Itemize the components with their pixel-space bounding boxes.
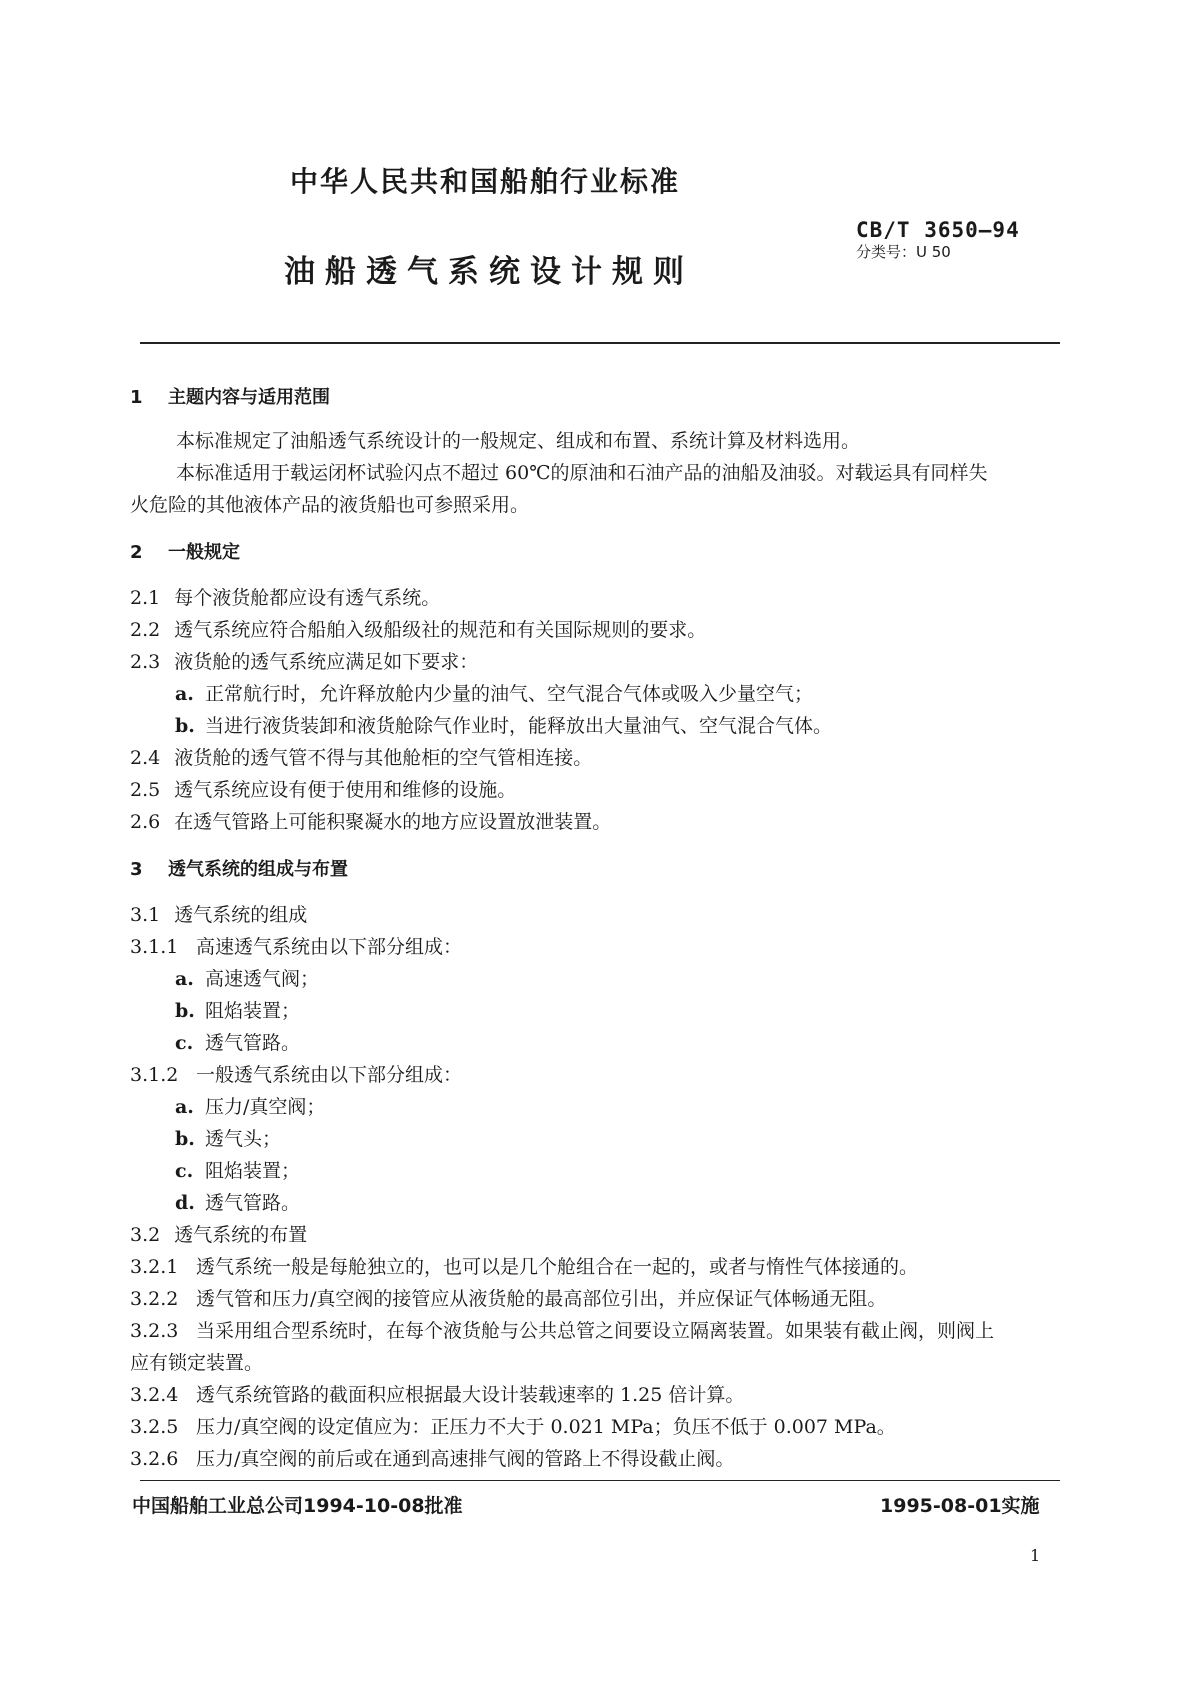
clause-2-3-b [175, 713, 1115, 739]
clause-text: 高速透气系统由以下部分组成： [196, 936, 463, 958]
clause-3-2-3 [130, 1318, 1070, 1344]
effective-date: 1995-08-01实施 [880, 1495, 1040, 1517]
clause-3-2-1 [130, 1254, 1070, 1280]
item-letter: b. [175, 715, 195, 737]
clause-number: 2.6 [130, 811, 161, 833]
document-title: 油船透气系统设计规则 [284, 254, 694, 290]
item-text: 正常航行时，允许释放舱内少量的油气、空气混合气体或吸入少量空气； [205, 683, 814, 705]
clause-3-2-5 [130, 1414, 1070, 1440]
clause-number: 2.5 [130, 779, 161, 801]
clause-text: 透气管和压力/真空阀的接管应从液货舱的最高部位引出，并应保证气体畅通无阻。 [196, 1288, 887, 1310]
section-title: 主题内容与适用范围 [168, 387, 330, 408]
item-letter: d. [175, 1192, 195, 1214]
clause-number: 3.2 [130, 1224, 161, 1246]
clause-3-2-2 [130, 1286, 1070, 1312]
item-letter: a. [175, 1096, 194, 1118]
clause-text: 压力/真空阀的设定值应为：正压力不大于 0.021 MPa；负压不低于 0.007 MPa。 [196, 1416, 896, 1438]
clause-number: 2.3 [130, 651, 161, 673]
section-title: 透气系统的组成与布置 [168, 859, 348, 880]
section-number: 3 [130, 859, 143, 880]
clause-3-1-2-a [175, 1094, 1115, 1120]
section-2-heading [130, 540, 1070, 566]
item-text: 阻焰装置； [205, 1000, 301, 1022]
clause-3-1-2-c [175, 1158, 1115, 1184]
section-number: 1 [130, 387, 143, 408]
clause-3-2-3-continuation: 应有锁定装置。 [130, 1352, 264, 1374]
item-letter: a. [175, 968, 194, 990]
item-letter: b. [175, 1128, 195, 1150]
approval-statement: 中国船舶工业总公司1994-10-08批准 [132, 1495, 463, 1517]
clause-3-1-1-b [175, 998, 1115, 1024]
item-text: 透气管路。 [205, 1032, 301, 1054]
item-text: 高速透气阀； [205, 968, 320, 990]
clause-3-1-1-c [175, 1030, 1115, 1056]
clause-3-1-2-d [175, 1190, 1115, 1216]
clause-text: 透气系统应符合船舶入级船级社的规范和有关国际规则的要求。 [174, 619, 707, 641]
item-text: 透气头； [205, 1128, 282, 1150]
item-letter: a. [175, 683, 194, 705]
clause-number: 3.1 [130, 904, 161, 926]
clause-3-2 [130, 1222, 1070, 1248]
item-letter: b. [175, 1000, 195, 1022]
clause-3-2-6 [130, 1446, 1070, 1472]
clause-3-1-1-a [175, 966, 1115, 992]
section-title: 一般规定 [168, 542, 240, 563]
clause-text: 在透气管路上可能积聚凝水的地方应设置放泄装置。 [174, 811, 612, 833]
item-letter: c. [175, 1032, 194, 1054]
paragraph-continuation: 火危险的其他液体产品的液货船也可参照采用。 [130, 494, 530, 516]
clause-number: 2.1 [130, 587, 161, 609]
clause-2-3 [130, 649, 1070, 675]
clause-number: 3.2.4 [130, 1384, 179, 1406]
item-text: 阻焰装置； [205, 1160, 301, 1182]
clause-2-2 [130, 617, 1070, 643]
item-letter: c. [175, 1160, 194, 1182]
clause-number: 2.2 [130, 619, 161, 641]
clause-2-3-a [175, 681, 1115, 707]
clause-text: 透气系统的组成 [174, 904, 308, 926]
clause-text: 压力/真空阀的前后或在通到高速排气阀的管路上不得设截止阀。 [196, 1448, 735, 1470]
clause-3-2-4 [130, 1382, 1070, 1408]
clause-2-6 [130, 809, 1070, 835]
clause-text: 透气系统应设有便于使用和维修的设施。 [174, 779, 517, 801]
clause-3-1-2-b [175, 1126, 1115, 1152]
page-number: 1 [1030, 1546, 1041, 1565]
clause-3-1-2 [130, 1062, 1070, 1088]
clause-text: 透气系统的布置 [174, 1224, 308, 1246]
clause-3-1 [130, 902, 1070, 928]
clause-text: 当采用组合型系统时，在每个液货舱与公共总管之间要设立隔离装置。如果装有截止阀，则阀上 [196, 1320, 995, 1342]
clause-number: 3.2.2 [130, 1288, 179, 1310]
item-text: 当进行液货装卸和液货舱除气作业时，能释放出大量油气、空气混合气体。 [205, 715, 833, 737]
clause-text: 液货舱的透气管不得与其他舱柜的空气管相连接。 [174, 747, 593, 769]
clause-number: 3.2.5 [130, 1416, 179, 1438]
section-3-heading [130, 857, 1070, 883]
paragraph: 本标准规定了油船透气系统设计的一般规定、组成和布置、系统计算及材料选用。 [176, 430, 861, 452]
section-number: 2 [130, 542, 143, 563]
clause-number: 3.2.1 [130, 1256, 179, 1278]
clause-text: 透气系统管路的截面积应根据最大设计装载速率的 1.25 倍计算。 [196, 1384, 745, 1406]
clause-2-1 [130, 585, 1070, 611]
clause-text: 一般透气系统由以下部分组成： [196, 1064, 463, 1086]
clause-text: 透气系统一般是每舱独立的，也可以是几个舱组合在一起的，或者与惰性气体接通的。 [196, 1256, 919, 1278]
clause-number: 2.4 [130, 747, 161, 769]
section-1-heading [130, 385, 1070, 411]
clause-2-5 [130, 777, 1070, 803]
footer-divider [140, 1480, 1060, 1481]
item-text: 压力/真空阀； [205, 1096, 326, 1118]
clause-3-1-1 [130, 934, 1070, 960]
standard-organization: 中华人民共和国船舶行业标准 [290, 165, 681, 198]
clause-number: 3.1.2 [130, 1064, 179, 1086]
clause-text: 每个液货舱都应设有透气系统。 [174, 587, 441, 609]
clause-2-4 [130, 745, 1070, 771]
clause-text: 液货舱的透气系统应满足如下要求： [174, 651, 479, 673]
classification-number: 分类号：U 50 [856, 243, 951, 261]
item-text: 透气管路。 [205, 1192, 301, 1214]
clause-number: 3.2.6 [130, 1448, 179, 1470]
clause-number: 3.1.1 [130, 936, 179, 958]
paragraph: 本标准适用于载运闭杯试验闪点不超过 60℃的原油和石油产品的油船及油驳。对载运具有同样失 [176, 462, 988, 484]
clause-number: 3.2.3 [130, 1320, 179, 1342]
header-divider [140, 342, 1060, 344]
standard-code: CB/T 3650—94 [856, 218, 1020, 242]
